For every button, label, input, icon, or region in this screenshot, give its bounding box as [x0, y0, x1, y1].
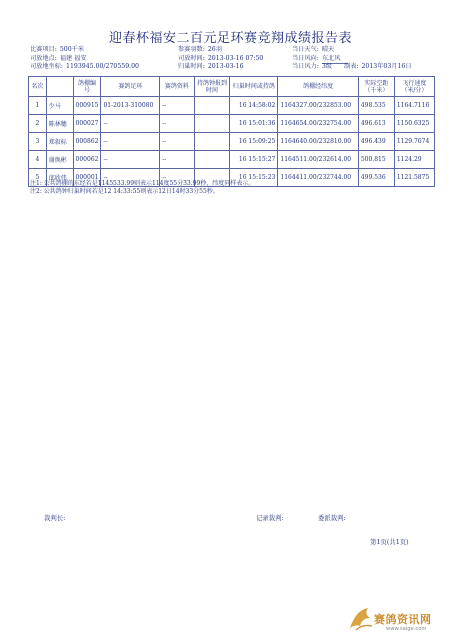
- cell-distance: 496.439: [358, 133, 394, 151]
- release-time-value: 2013-03-16 07:50: [207, 54, 264, 62]
- page-number: 第1页(共1页): [370, 538, 409, 546]
- cell-rank: 3: [29, 133, 47, 151]
- entries-label: 参赛羽数:: [178, 46, 205, 53]
- cell-loft-coordinates: 1164654.00/232754.00: [278, 115, 358, 133]
- cell-rank: 2: [29, 115, 47, 133]
- cell-name: 少马: [46, 97, 73, 115]
- cell-clock-time: [194, 97, 230, 115]
- cell-arrival-time: 16 15:15:23: [230, 169, 278, 187]
- made-date-label: 制表:: [344, 63, 359, 70]
- cell-loft-coordinates: 1164511.00/232614.00: [278, 151, 358, 169]
- table-row: [29, 133, 435, 151]
- cell-loft-number: 000862: [73, 133, 101, 151]
- release-place: [30, 55, 87, 63]
- watermark-logo: [346, 602, 456, 636]
- made-date-value: 2013年03月16日: [361, 63, 412, 70]
- cell-distance: 496.613: [358, 115, 394, 133]
- cell-name: 郑叙标: [46, 133, 73, 151]
- wind-force-value: 3级: [321, 63, 332, 70]
- race-item: [30, 46, 84, 54]
- cell-loft-number: 000001: [73, 169, 101, 187]
- release-time: [178, 55, 263, 63]
- note-2: 注2: 公共鸽钟归巢时间若是12 14:33:55则表示12日14时33分55秒。: [30, 188, 219, 195]
- header-rank: 名次: [29, 77, 47, 97]
- wind-direction-label: 当日风向:: [292, 54, 319, 62]
- results-table: [28, 76, 435, 187]
- cell-rank: 1: [29, 97, 47, 115]
- pigeon-logo-icon: [346, 604, 376, 634]
- entries: [178, 46, 222, 54]
- cell-pigeon-info: --: [160, 115, 194, 133]
- watermark-url: www.saige.com: [386, 626, 427, 632]
- made-date: [344, 63, 412, 71]
- header-arrival-time: 归巢时间或持鸽: [230, 77, 278, 97]
- cell-ring: --: [101, 115, 160, 133]
- cell-pigeon-info: --: [160, 169, 194, 187]
- cell-distance: 500.815: [358, 151, 394, 169]
- header-ring: 赛鸽足环: [101, 77, 160, 97]
- cell-loft-coordinates: 1164640.00/232810.00: [278, 133, 358, 151]
- cell-arrival-time: 16 15:09:25: [230, 133, 278, 151]
- release-coordinates: [30, 63, 139, 71]
- header-speed: 飞行速度（米/分）: [394, 77, 434, 97]
- commissioner-signature: 委派裁判:: [318, 514, 346, 522]
- cell-ring: 01-2013-310080: [101, 97, 160, 115]
- return-time-value: 2013-03-16: [207, 63, 244, 70]
- cell-arrival-time: 16 15:01:36: [230, 115, 278, 133]
- header-loft-coordinates: 鸽棚经纬度: [278, 77, 358, 97]
- cell-arrival-time: 16 15:15:27: [230, 151, 278, 169]
- return-time: [178, 63, 244, 71]
- cell-loft-number: 000915: [73, 97, 101, 115]
- cell-pigeon-info: --: [160, 97, 194, 115]
- cell-pigeon-info: --: [160, 133, 194, 151]
- cell-rank: 4: [29, 151, 47, 169]
- header-loft-name: [46, 77, 73, 97]
- return-time-label: 归巢时间:: [178, 63, 205, 70]
- cell-name: 邱欣伟: [46, 169, 73, 187]
- chief-judge-signature: 裁判长:: [44, 514, 66, 522]
- release-place-label: 司放地点:: [30, 54, 57, 62]
- cell-name: 陈林穗: [46, 115, 73, 133]
- table-row: [29, 115, 435, 133]
- weather: [292, 46, 334, 54]
- cell-loft-number: 000062: [73, 151, 101, 169]
- report-title: 迎春杯福安二百元足环赛竞翔成绩报告表: [108, 31, 352, 46]
- cell-distance: 498.535: [358, 97, 394, 115]
- table-row: [29, 97, 435, 115]
- cell-ring: --: [101, 133, 160, 151]
- header-distance: 实际空距（千米）: [358, 77, 394, 97]
- cell-pigeon-info: --: [160, 151, 194, 169]
- release-coordinates-value: 1193945.00/270559.00: [66, 63, 139, 70]
- race-item-value: 500千米: [59, 46, 85, 53]
- cell-loft-coordinates: 1164327.00/232853.00: [278, 97, 358, 115]
- release-time-label: 司放时间:: [178, 54, 205, 62]
- cell-name: 谢焕彬: [46, 151, 73, 169]
- cell-loft-coordinates: 1164411.00/232744.00: [278, 169, 358, 187]
- table-header-row: [29, 77, 435, 97]
- cell-ring: --: [101, 151, 160, 169]
- entries-value: 26羽: [207, 46, 222, 53]
- cell-speed: 1164.7116: [394, 97, 434, 115]
- race-item-label: 比赛项目:: [30, 46, 57, 53]
- cell-arrival-time: 16 14:58:02: [230, 97, 278, 115]
- watermark-brand: 赛鸽资讯网: [374, 613, 432, 626]
- cell-speed: 1150.6325: [394, 115, 434, 133]
- header-loft-number: 鸽棚编号: [73, 77, 101, 97]
- weather-value: 晴天: [321, 46, 335, 53]
- recorder-signature: 记录裁判:: [256, 514, 284, 522]
- wind-force: [292, 63, 332, 71]
- weather-label: 当日天气:: [292, 46, 319, 53]
- cell-speed: 1121.5875: [394, 169, 434, 187]
- cell-ring: --: [101, 169, 160, 187]
- notes: [30, 180, 254, 196]
- release-place-value: 福建 福安: [59, 54, 87, 62]
- table-row: [29, 151, 435, 169]
- release-coordinates-label: 司放地坐标:: [30, 63, 64, 70]
- header-clock-time: 持鸽钟报到时间: [194, 77, 230, 97]
- cell-clock-time: [194, 133, 230, 151]
- wind-force-label: 当日风力:: [292, 63, 319, 70]
- cell-distance: 499.536: [358, 169, 394, 187]
- cell-clock-time: [194, 115, 230, 133]
- wind-direction-value: 东北风: [322, 55, 349, 64]
- cell-speed: 1129.7674: [394, 133, 434, 151]
- cell-loft-number: 000027: [73, 115, 101, 133]
- cell-speed: 1124.29: [394, 151, 434, 169]
- header-pigeon-info: 赛鸽资料: [160, 77, 194, 97]
- cell-clock-time: [194, 151, 230, 169]
- note-1: 注1: 公共鸽棚的东经若是1145533.99则表示114度55分33.99秒，纬度同样表示。: [30, 180, 255, 187]
- cell-rank: 5: [29, 169, 47, 187]
